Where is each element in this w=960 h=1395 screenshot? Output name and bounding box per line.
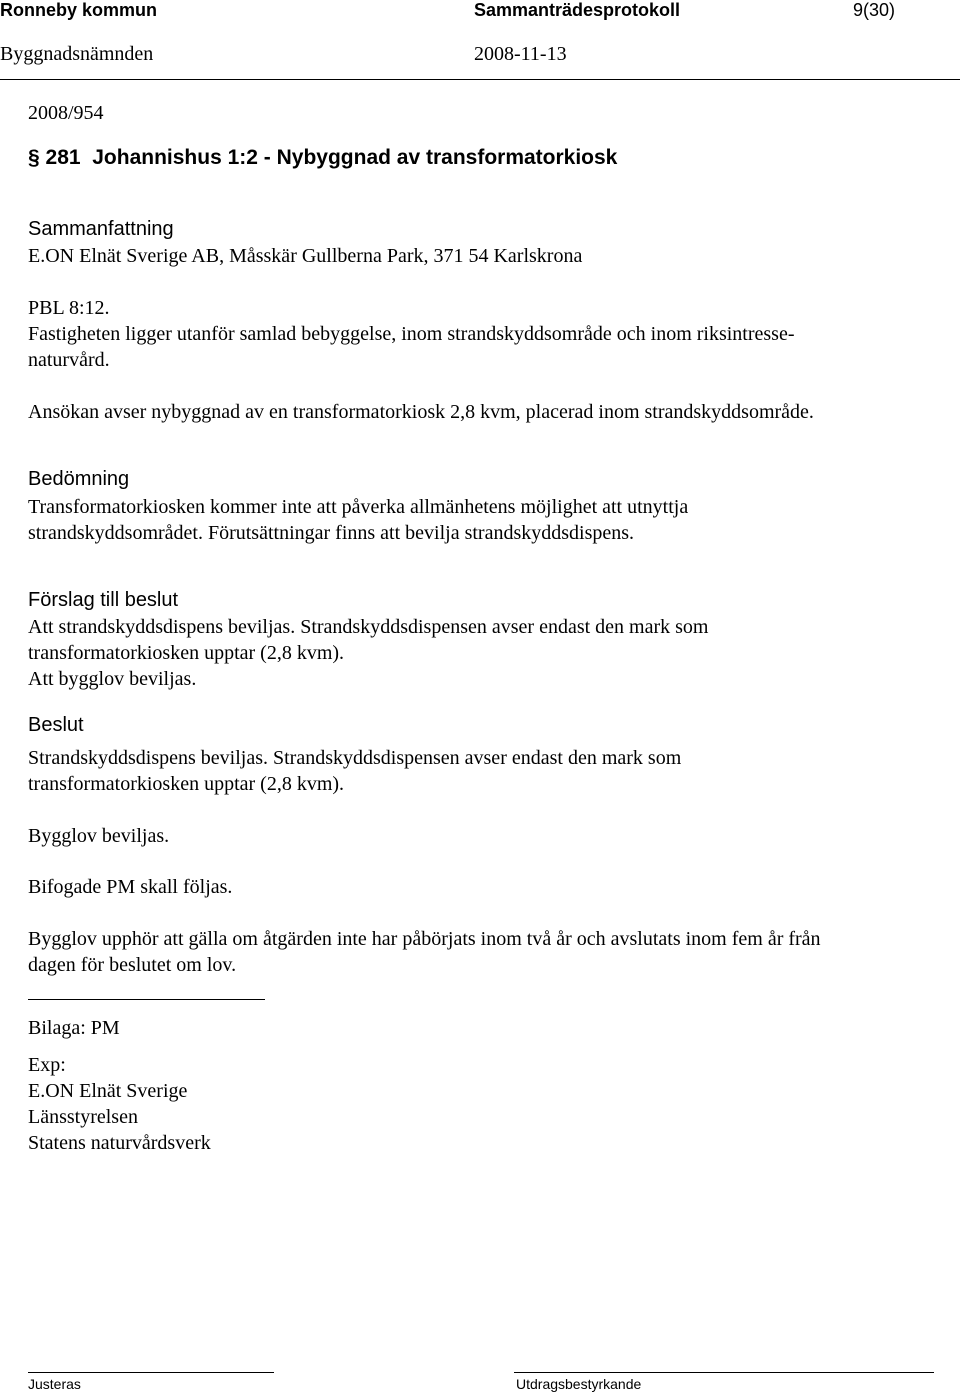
dispatch-recipient: Länsstyrelsen [28, 1106, 138, 1128]
applicant-text: E.ON Elnät Sverige AB, Måsskär Gullberna Park, 371 54 Karlskrona [28, 245, 583, 267]
committee-name: Byggnadsnämnden [0, 43, 154, 65]
meeting-date: 2008-11-13 [474, 43, 567, 65]
signature-separator [28, 999, 265, 1000]
application-text: Ansökan avser nybyggnad av en transformatorkiosk 2,8 kvm, placerad inom strandskyddsområde. [28, 401, 814, 423]
dispatch-recipient: Statens naturvårdsverk [28, 1132, 211, 1154]
attachment-text: Bilaga: PM [28, 1017, 120, 1039]
decision-line1: Strandskyddsdispens beviljas. Strandskyddsdispensen avser endast den mark som [28, 747, 682, 769]
header-divider [0, 79, 960, 80]
decision-heading: Beslut [28, 714, 84, 736]
section-title [28, 146, 617, 170]
dispatch-recipient: E.ON Elnät Sverige [28, 1080, 188, 1102]
footer-approved-label: Justeras [28, 1376, 81, 1392]
decision-line2: transformatorkiosken upptar (2,8 kvm). [28, 773, 345, 795]
dispatch-label: Exp: [28, 1054, 66, 1076]
section-symbol: § [28, 146, 40, 169]
decision-line6: dagen för beslutet om lov. [28, 954, 237, 976]
property-text-line1: Fastigheten ligger utanför samlad bebyggelse, inom strandskyddsområde och inom riksintresse- [28, 323, 795, 345]
proposal-line1: Att strandskyddsdispens beviljas. Strandskyddsdispensen avser endast den mark som [28, 616, 709, 638]
summary-heading: Sammanfattning [28, 218, 174, 240]
assessment-line2: strandskyddsområdet. Förutsättningar finns att bevilja strandskyddsdispens. [28, 522, 635, 544]
document-type: Sammanträdesprotokoll [474, 0, 681, 20]
law-reference: PBL 8:12. [28, 297, 110, 319]
section-heading: 281 Johannishus 1:2 - Nybyggnad av transformatorkiosk [45, 146, 618, 169]
footer-rule-left [28, 1372, 274, 1373]
case-number: 2008/954 [28, 102, 104, 124]
proposal-line2: transformatorkiosken upptar (2,8 kvm). [28, 642, 345, 664]
assessment-heading: Bedömning [28, 468, 130, 490]
footer-certified-label: Utdragsbestyrkande [516, 1376, 642, 1392]
decision-line4: Bifogade PM skall följas. [28, 876, 233, 898]
decision-line3: Bygglov beviljas. [28, 825, 170, 847]
municipality-name: Ronneby kommun [0, 0, 158, 20]
proposal-line3: Att bygglov beviljas. [28, 668, 197, 690]
footer-rule-right [514, 1372, 934, 1373]
decision-line5: Bygglov upphör att gälla om åtgärden inte har påbörjats inom två år och avslutats inom fem år från [28, 928, 821, 950]
assessment-line1: Transformatorkiosken kommer inte att påverka allmänhetens möjlighet att utnyttja [28, 496, 689, 518]
property-text-line2: naturvård. [28, 349, 110, 371]
page-number: 9(30) [853, 0, 896, 20]
proposal-heading: Förslag till beslut [28, 589, 179, 611]
